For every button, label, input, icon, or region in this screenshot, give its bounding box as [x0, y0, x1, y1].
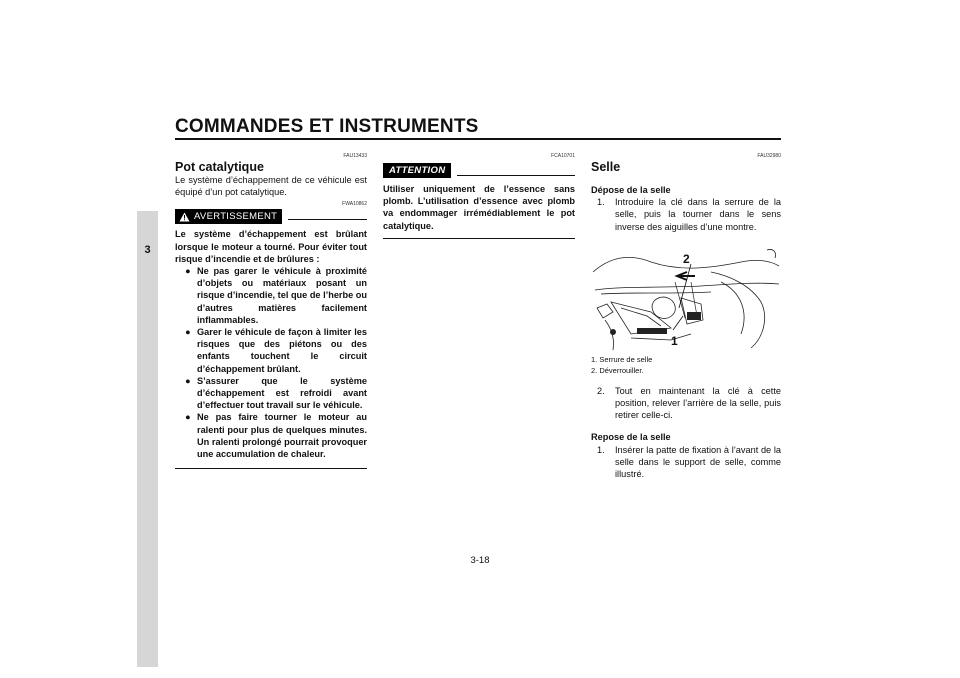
section-title-seat: Selle	[591, 160, 621, 174]
attention-text: Utiliser uniquement de l’essence sans plomb. L’utilisation d’essence avec plomb va endommager irrémédiablement le pot catalytique.	[383, 184, 575, 231]
warning-bullet-list	[175, 265, 367, 460]
figure-caption: 1. Serrure de selle	[591, 354, 653, 364]
figure-caption: 2. Déverrouiller.	[591, 365, 644, 375]
bullet-icon: ●	[185, 412, 191, 423]
figure-callout: 2	[683, 251, 690, 266]
list-item: ● Ne pas faire tourner le moteur au ralenti pour plus de quelques minutes. Un ralenti prolongé pourrait provoquer une accumulation de chaleur.	[185, 412, 367, 460]
list-item: ● Ne pas garer le véhicule à proximité d’objets ou matériaux posant un risque d’incendie, tel que de l’herbe ou d’autres matières facilement inflammables.	[185, 266, 368, 325]
catalytic-intro: Le système d’échappement de ce véhicule est équipé d’un pot catalytique.	[175, 175, 367, 198]
page-title: COMMANDES ET INSTRUMENTS	[175, 116, 479, 137]
reference-code: FAU13433	[343, 153, 367, 159]
list-item: ● S’assurer que le système d’échappement est refroidi avant d’effectuer tout travail sur le véhicule.	[185, 375, 367, 411]
warning-end-rule	[175, 468, 367, 469]
column-2	[383, 153, 575, 239]
reference-code: FCA10701	[551, 153, 575, 159]
warning-rule	[288, 219, 367, 220]
warning-triangle-icon	[179, 212, 190, 222]
removal-heading: Dépose de la selle	[591, 185, 671, 195]
chapter-number: 3	[144, 244, 151, 256]
attention-header	[383, 163, 575, 178]
section-title-catalytic: Pot catalytique	[175, 160, 264, 174]
column-3	[591, 153, 781, 480]
figure-callout: 1	[671, 333, 678, 348]
warning-code: FWA10862	[342, 201, 367, 208]
bullet-icon: ●	[185, 375, 191, 386]
column-1	[175, 153, 367, 469]
list-item: 1. Insérer la patte de fixation à l’avant de la selle dans le support de selle, comme illustré.	[597, 444, 781, 480]
warning-badge	[175, 209, 282, 224]
page-number: 3-18	[470, 555, 490, 566]
attention-end-rule	[383, 238, 575, 239]
warning-text: Le système d’échappement est brûlant lorsque le moteur a tourné. Pour éviter tout risque d’incendie et de brûlures :	[175, 229, 367, 264]
list-item: ● Garer le véhicule de façon à limiter les risques que des piétons ou des enfants touchent le circuit d’échappement brûlant.	[185, 327, 367, 374]
bullet-icon: ●	[185, 327, 191, 338]
reference-code: FAU32980	[757, 153, 781, 159]
chapter-tab	[137, 211, 158, 667]
attention-rule	[457, 175, 575, 176]
install-heading: Repose de la selle	[591, 432, 671, 443]
attention-badge: ATTENTION	[383, 163, 451, 178]
seat-lock-figure	[591, 242, 781, 354]
list-item: 1. Introduire la clé dans la serrure de la selle, puis la tourner dans le sens inverse des aiguilles d’une montre.	[597, 197, 781, 232]
list-item: 2. Tout en maintenant la clé à cette position, relever l’arrière de la selle, puis retirer celle-ci.	[597, 385, 781, 421]
warning-header	[175, 209, 367, 224]
warning-label: AVERTISSEMENT	[194, 211, 278, 223]
bullet-icon: ●	[185, 266, 191, 277]
header-rule	[175, 138, 781, 140]
